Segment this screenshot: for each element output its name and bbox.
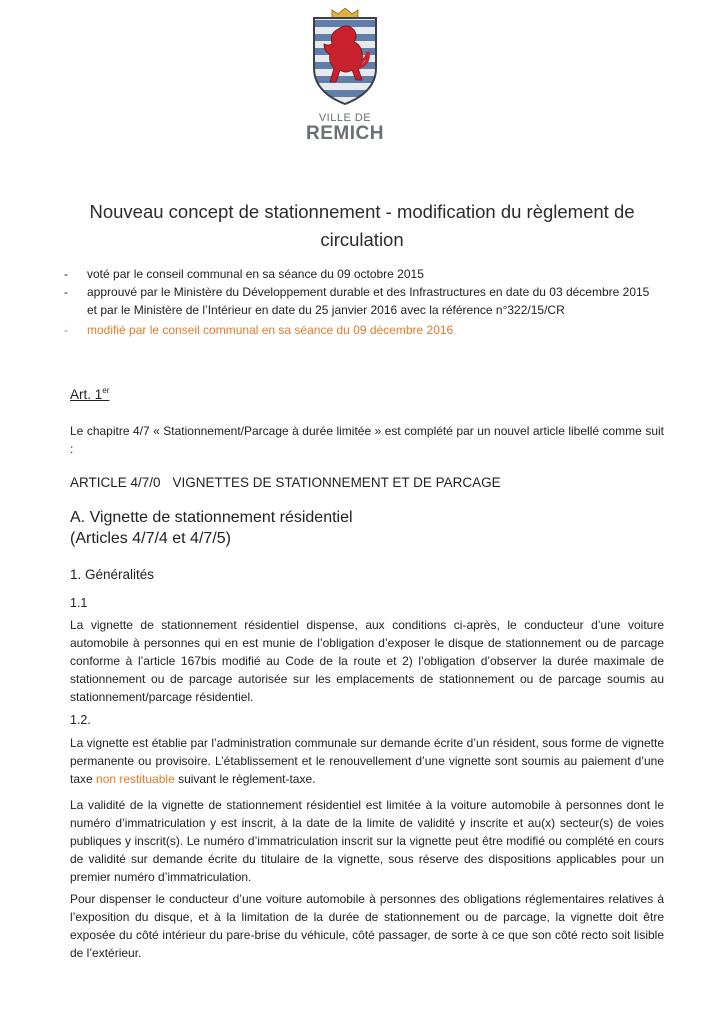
generalites-heading: 1. Généralités [70,567,155,582]
section-a-heading [70,507,353,549]
document-title [70,198,654,254]
section-a-line-1: A. Vignette de stationnement résidentiel [70,509,353,526]
bullet-item [62,283,662,319]
art-label: Art. 1 [70,387,103,402]
p12-after: suivant le règlement-taxe. [174,772,316,786]
bullet-item [62,265,662,283]
intro-paragraph: Le chapitre 4/7 « Stationnement/Parcage à durée limitée » est complété par un nouvel article libellé comme suit : [70,424,664,456]
logo-remich-text: REMICH [306,123,384,144]
bullet-dash: - [64,267,68,281]
remich-logo [305,8,385,153]
p12-before: La vignette est établie par l’administration communale sur demande écrite d’un résident, sous forme de vignette permanente ou provisoire. L’établissement et le renouvellement d’une vignette sont soumis au paiement d’une taxe [70,736,664,786]
article-4-7-0-heading [70,474,501,492]
bullet-text: modifié par le conseil communal en sa séance du 09 décembre 2016 [87,323,454,337]
bullet-item-modification [62,321,662,339]
title-line-1: Nouveau concept de stationnement - modification du règlement de [89,201,635,222]
article-1-heading [70,386,109,404]
coat-of-arms-icon [310,8,380,108]
clause-number-1-1: 1.1 [70,596,88,610]
clause-number-1-2: 1.2. [70,713,91,727]
clause-1-2-paragraph [70,734,664,788]
validity-paragraph: La validité de la vignette de stationnement résidentiel est limitée à la voiture automobile à personnes dont le numéro d’immatriculation y est inscrit, à la date de la limite de validité y inscrite et au(x) secteur(s) de voies publiques y inscrit(s). Le numéro d’immatriculation inscrit sur la vignette peut être modifié ou complété en cours de validité sur demande écrite du titulaire de la vignette, sous réserve des dispositions applicables pour un premier numéro d’immatriculation. [70,798,664,884]
title-line-2: circulation [320,229,404,250]
display-paragraph: Pour dispenser le conducteur d’une voiture automobile à personnes des obligations réglementaires relatives à l’exposition du disque, et à la limitation de la durée de stationnement ou de parcage, la vignette doit être exposée du côté intérieur du pare-brise du véhicule, côté passager, de sorte à ce que son côté recto soit lisible de l’extérieur. [70,892,664,960]
bullet-text: approuvé par le Ministère du Développement durable et des Infrastructures en date du 03 décembre 2015 et par le Ministère de l’Intérieur en date du 25 janvier 2016 avec la référence n°322/15/CR [87,285,650,317]
p12-highlight: non restituable [96,772,175,786]
art-superscript: er [102,386,110,395]
logo-ville-text: VILLE DE [318,112,372,124]
section-a-line-2: (Articles 4/7/4 et 4/7/5) [70,530,231,547]
bullet-dash: - [64,285,68,299]
bullet-text: voté par le conseil communal en sa séance du 09 octobre 2015 [87,267,424,281]
article-title: VIGNETTES DE STATIONNEMENT ET DE PARCAGE [172,475,501,490]
history-bullets [62,265,662,339]
bullet-dash: - [64,323,68,337]
article-number: ARTICLE 4/7/0 [70,475,161,490]
clause-1-1-paragraph: La vignette de stationnement résidentiel dispense, aux conditions ci-après, le conducteur d’une voiture automobile à personnes qui en est munie de l’obligation d’exposer le disque de stationnement ou de parcage conforme à l’article 167bis modifié au Code de la route et 2) l’obligation d’observer la durée maximale de stationnement ou de parcage autorisée sur les emplacements de stationnement ou de parcage soumis au stationnement/parcage résidentiel. [70,618,664,704]
